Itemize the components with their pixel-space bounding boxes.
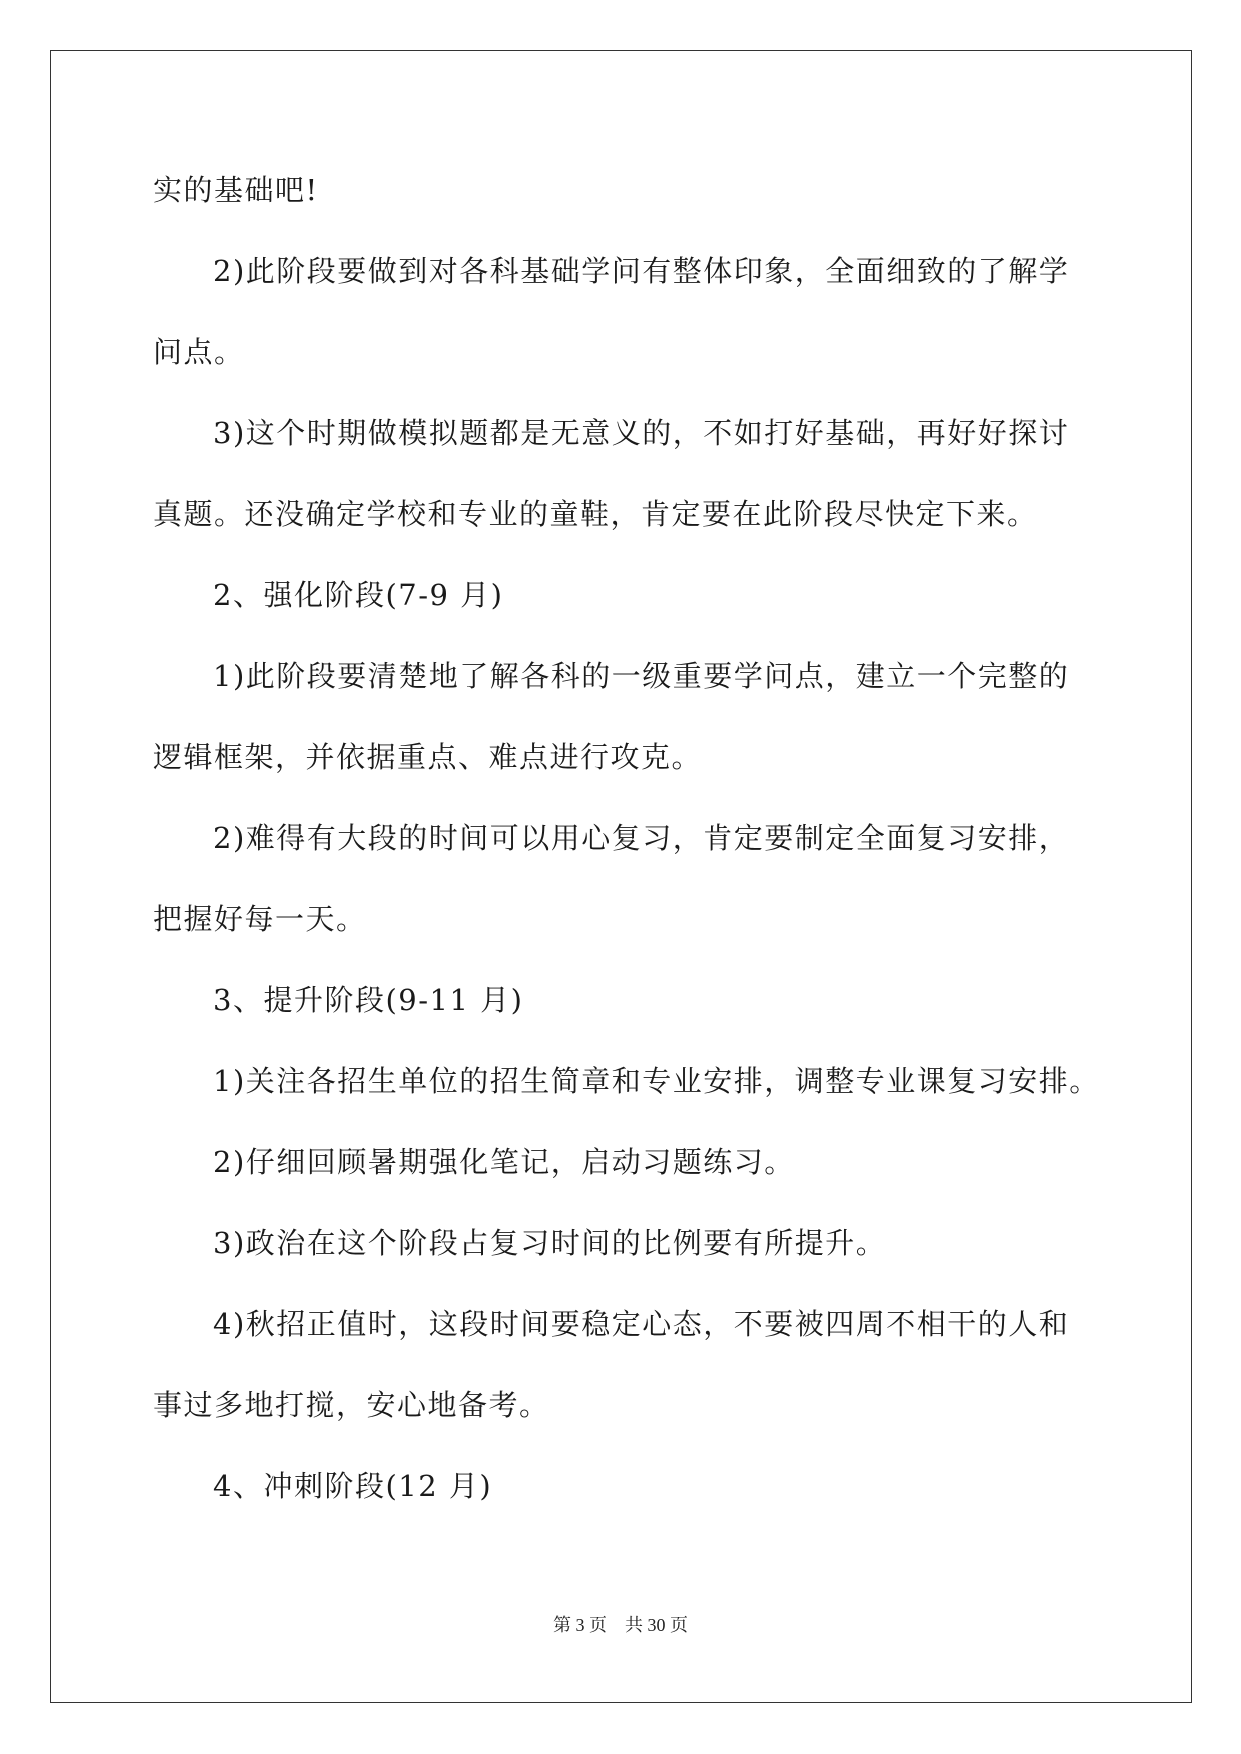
text-line: 3)政治在这个阶段占复习时间的比例要有所提升。 bbox=[213, 1226, 887, 1260]
text-line: 1)此阶段要清楚地了解各科的一级重要学问点，建立一个完整的 bbox=[213, 659, 1070, 693]
page-footer bbox=[0, 1613, 1241, 1637]
current-page-number: 第 3 页 bbox=[553, 1615, 607, 1635]
section-heading: 3、提升阶段(9-11 月) bbox=[213, 983, 524, 1017]
text-line: 3)这个时期做模拟题都是无意义的，不如打好基础，再好好探讨 bbox=[213, 416, 1070, 450]
text-line: 实的基础吧! bbox=[153, 173, 319, 207]
document-body bbox=[153, 150, 1100, 1527]
section-heading: 4、冲刺阶段(12 月) bbox=[213, 1469, 493, 1503]
text-line: 事过多地打搅，安心地备考。 bbox=[153, 1388, 550, 1422]
total-pages: 共 30 页 bbox=[625, 1615, 688, 1635]
text-line: 把握好每一天。 bbox=[153, 902, 367, 936]
text-line: 逻辑框架，并依据重点、难点进行攻克。 bbox=[153, 740, 703, 774]
text-line: 2)难得有大段的时间可以用心复习，肯定要制定全面复习安排， bbox=[213, 821, 1070, 855]
text-line: 问点。 bbox=[153, 335, 245, 369]
text-line: 2)仔细回顾暑期强化笔记，启动习题练习。 bbox=[213, 1145, 795, 1179]
section-heading: 2、强化阶段(7-9 月) bbox=[213, 578, 504, 612]
text-line: 1)关注各招生单位的招生简章和专业安排，调整专业课复习安排。 bbox=[213, 1064, 1100, 1098]
text-line: 2)此阶段要做到对各科基础学问有整体印象，全面细致的了解学 bbox=[213, 254, 1070, 288]
text-line: 真题。还没确定学校和专业的童鞋，肯定要在此阶段尽快定下来。 bbox=[153, 497, 1038, 531]
text-line: 4)秋招正值时，这段时间要稳定心态，不要被四周不相干的人和 bbox=[213, 1307, 1070, 1341]
